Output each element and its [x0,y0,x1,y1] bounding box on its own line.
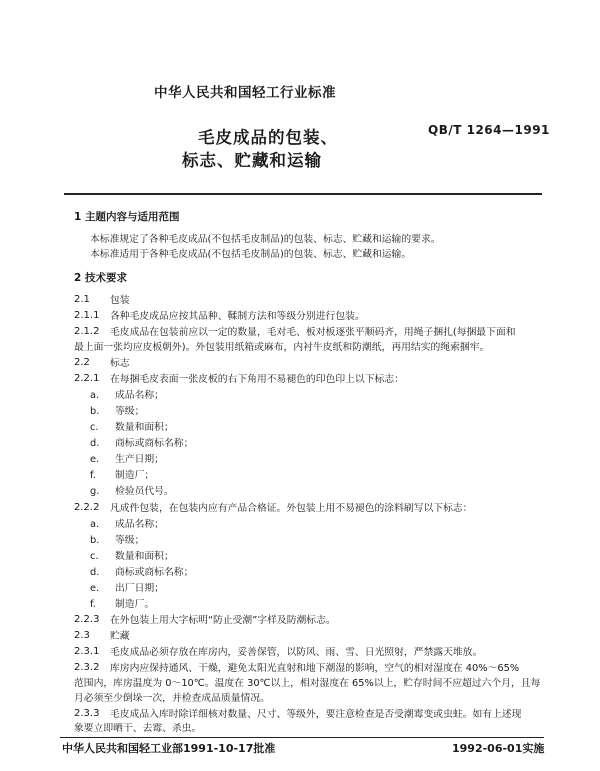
list-item-text: 成品名称； [115,519,164,530]
list-item-label: d. [90,567,100,578]
clause-2-1-1-number: 2.1.1 [74,310,100,321]
list-item-label: b. [90,406,100,417]
clause-2-1-number: 2.1 [74,294,90,305]
list-item-label: f. [90,599,96,610]
clause-2-1-2-line2: 最上面一张均应皮板朝外)。外包装用纸箱或麻布，内衬牛皮纸和防潮纸，再用结实的绳索捆牢。 [74,342,490,353]
clause-2-1-2-number: 2.1.2 [74,326,100,337]
clause-2-2-2-text: 凡成件包装，在包装内应有产品合格证。外包装上用不易褪色的涂料刷写以下标志： [110,503,473,514]
clause-2-3-2-line3: 月必须至少倒垛一次，并检查成品质量情况。 [74,693,270,704]
list-item-label: d. [90,438,100,449]
clause-2-2-number: 2.2 [74,357,90,368]
list-item-text: 制造厂； [115,470,155,481]
section-1-heading: 1 主题内容与适用范围 [74,211,180,223]
clause-2-1-title: 包装 [110,295,130,306]
clause-2-3-title: 贮藏 [110,631,130,642]
clause-2-1-1-text: 各种毛皮成品应按其品种、鞣制方法和等级分别进行包装。 [110,311,365,322]
approval-statement: 中华人民共和国轻工业部1991-10-17批准 [62,742,276,755]
clause-2-2-2-number: 2.2.2 [74,502,100,513]
section-1-paragraph-1: 本标准规定了各种毛皮成品(不包括毛皮制品)的包装、标志、贮藏和运输的要求。 [90,234,441,245]
clause-2-3-2-line2: 范围内，库房温度为 0～10℃。温度在 30℃以上，相对湿度在 65%以上，贮存时间不应超过六个月，且每 [74,678,541,689]
list-item-label: c. [90,551,99,562]
list-item-label: g. [90,486,100,497]
section-1-paragraph-2: 本标准适用于各种毛皮成品(不包括毛皮制品)的包装、标志、贮藏和运输。 [90,249,412,260]
header-divider [64,193,542,195]
list-item-label: e. [90,454,100,465]
document-title-line2: 标志、贮藏和运输 [182,151,322,170]
list-item-text: 等级； [115,535,145,546]
list-item-text: 制造厂。 [115,599,155,610]
document-title-line1: 毛皮成品的包装、 [198,128,338,147]
clause-2-3-3-number: 2.3.3 [74,708,100,719]
list-item-text: 数量和面积； [115,551,174,562]
clause-2-3-2-number: 2.3.2 [74,662,100,673]
list-item-text: 成品名称； [115,390,164,401]
clause-2-2-1-number: 2.2.1 [74,373,100,384]
clause-2-3-1-number: 2.3.1 [74,646,100,657]
clause-2-3-3-line2: 象要立即晒干、去霉、杀虫。 [74,723,202,734]
list-item-text: 出厂日期； [115,583,164,594]
list-item-text: 检验员代号。 [115,486,174,497]
list-item-text: 等级； [115,406,145,417]
list-item-text: 商标或商标名称； [115,567,194,578]
list-item-label: a. [90,390,100,401]
clause-2-2-title: 标志 [110,358,130,369]
implementation-date: 1992-06-01实施 [452,742,545,755]
list-item-label: b. [90,535,100,546]
list-item-label: c. [90,422,99,433]
clause-2-3-1-text: 毛皮成品必须存放在库房内，妥善保管，以防风、雨、雪、日光照射，严禁露天堆放。 [110,647,483,658]
clause-2-2-3-number: 2.2.3 [74,614,100,625]
footer-divider [60,737,544,738]
clause-2-3-3-line1: 毛皮成品入库时除详细核对数量、尺寸、等级外，要注意检查是否受潮霉变或虫蛀。如有上述现 [110,709,522,720]
clause-2-1-2-line1: 毛皮成品在包装前应以一定的数量，毛对毛、板对板逐张平顺码齐，用绳子捆扎(每捆最下面和 [110,327,516,338]
standard-code: QB/T 1264—1991 [428,123,550,137]
clause-2-3-2-line1: 库房内应保持通风、干燥，避免太阳光直射和地下潮湿的影响，空气的相对湿度在 40%～65% [110,663,520,674]
issuing-organization: 中华人民共和国轻工行业标准 [154,85,336,101]
list-item-label: e. [90,583,100,594]
section-2-heading: 2 技术要求 [74,272,127,284]
clause-2-2-3-text: 在外包装上用大字标明“防止受潮”字样及防潮标志。 [110,615,336,626]
clause-2-2-1-text: 在每捆毛皮表面一张皮板的右下角用不易褪色的印色印上以下标志： [110,374,404,385]
list-item-text: 数量和面积； [115,422,174,433]
list-item-label: a. [90,519,100,530]
list-item-text: 商标或商标名称； [115,438,194,449]
list-item-text: 生产日期； [115,454,164,465]
clause-2-3-number: 2.3 [74,630,90,641]
list-item-label: f. [90,470,96,481]
